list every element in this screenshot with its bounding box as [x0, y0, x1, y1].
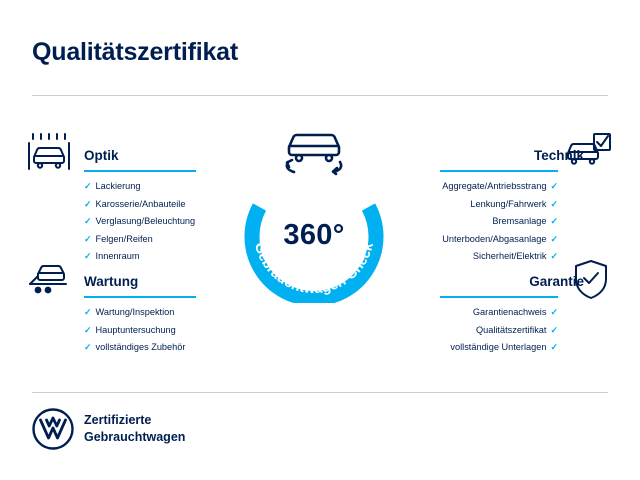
list-item-label: Bremsanlage	[492, 216, 547, 226]
list-item-label: Felgen/Reifen	[95, 233, 153, 244]
check-icon: ✓	[550, 342, 558, 352]
check-icon: ✓	[84, 342, 92, 352]
list-item-label: Unterboden/Abgasanlage	[442, 233, 547, 244]
list-item	[378, 213, 558, 231]
check-icon: ✓	[84, 216, 92, 226]
section-list-garantie	[378, 304, 558, 357]
list-item-label: Qualitätszertifikat	[475, 324, 547, 335]
list-item-label: Innenraum	[95, 251, 140, 261]
footer-line-2: Gebrauchtwagen	[84, 430, 186, 444]
list-item-label: Garantienachweis	[472, 307, 547, 317]
list-item	[378, 196, 558, 214]
list-item	[378, 178, 558, 196]
section-heading-technik: Technik	[533, 148, 584, 163]
check-icon: ✓	[84, 251, 92, 261]
footer-brand-text	[84, 412, 185, 446]
badge-degrees: 360°	[283, 219, 345, 251]
check-icon: ✓	[84, 307, 92, 317]
car-lift-icon	[28, 258, 76, 298]
check-icon: ✓	[84, 181, 92, 191]
list-item-label: Karosserie/Anbauteile	[95, 198, 186, 209]
list-item-label: Wartung/Inspektion	[95, 307, 175, 317]
list-item	[84, 304, 264, 322]
list-item-label: Verglasung/Beleuchtung	[95, 216, 196, 226]
svg-text:Gebrauchtwagen-Check: Gebrauchtwagen-Check	[250, 240, 378, 298]
list-item-label: vollständiges Zubehör	[95, 342, 186, 352]
check-icon: ✓	[550, 198, 558, 209]
footer-divider	[32, 392, 608, 393]
section-heading-garantie: Garantie	[529, 274, 584, 289]
list-item-label: Aggregate/Antriebsstrang	[442, 181, 547, 191]
list-item-label: Lackierung	[95, 181, 141, 191]
section-rule-optik	[84, 170, 196, 172]
list-item	[378, 248, 558, 266]
check-icon: ✓	[550, 216, 558, 226]
section-heading-optik: Optik	[84, 148, 119, 163]
check-icon: ✓	[550, 324, 558, 335]
check-icon: ✓	[550, 307, 558, 317]
title-divider	[32, 95, 608, 96]
check-icon: ✓	[84, 233, 92, 244]
list-item	[84, 322, 264, 340]
list-item	[378, 304, 558, 322]
list-item-label: vollständige Unterlagen	[450, 342, 547, 352]
car-wash-icon	[28, 132, 74, 172]
check-icon: ✓	[84, 324, 92, 335]
list-item	[378, 322, 558, 340]
check-icon: ✓	[550, 251, 558, 261]
check-badge	[224, 123, 404, 303]
section-list-wartung	[84, 304, 264, 357]
section-list-technik	[378, 178, 558, 266]
list-item	[378, 231, 558, 249]
check-icon: ✓	[550, 181, 558, 191]
list-item-label: Sicherheit/Elektrik	[472, 251, 547, 261]
section-rule-technik	[440, 170, 558, 172]
list-item	[378, 339, 558, 357]
section-rule-wartung	[84, 296, 196, 298]
section-rule-garantie	[440, 296, 558, 298]
vw-logo	[32, 408, 74, 450]
footer-line-1: Zertifizierte	[84, 413, 152, 427]
section-heading-wartung: Wartung	[84, 274, 139, 289]
list-item-label: Hauptuntersuchung	[95, 324, 176, 335]
check-icon: ✓	[550, 233, 558, 244]
list-item	[84, 339, 264, 357]
list-item-label: Lenkung/Fahrwerk	[470, 198, 547, 209]
check-icon: ✓	[84, 198, 92, 209]
page-title: Qualitätszertifikat	[32, 38, 238, 66]
